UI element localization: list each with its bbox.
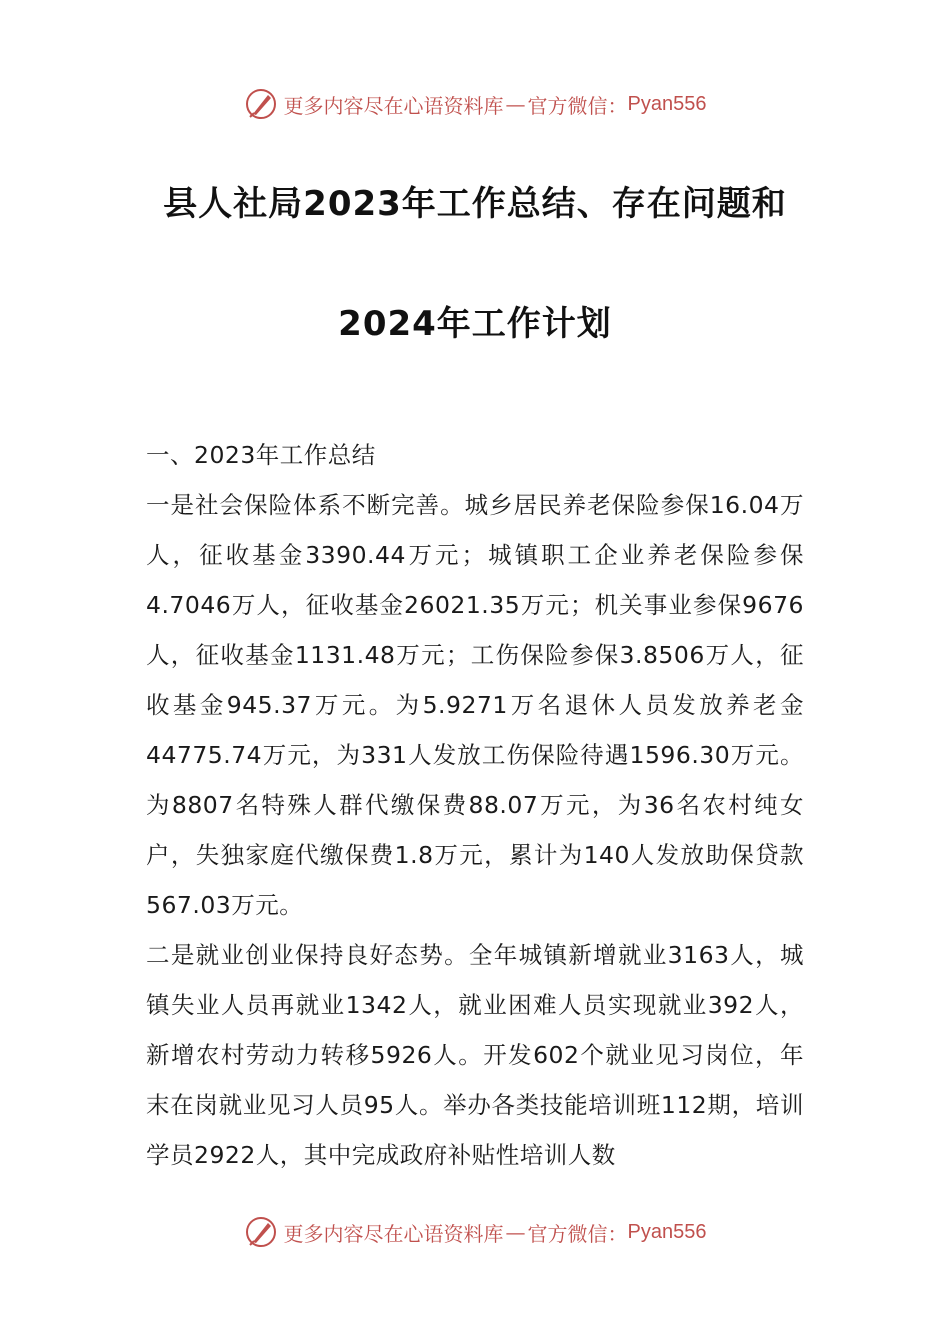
watermark-text: 更多内容尽在心语资料库	[283, 93, 504, 118]
watermark-label: 官方微信：	[527, 93, 628, 118]
watermark-separator: —	[505, 92, 526, 116]
document-body	[146, 430, 804, 1180]
paragraph: 一是社会保险体系不断完善。城乡居民养老保险参保16.04万人，征收基金3390.44万元；城镇职工企业养老保险参保4.7046万人，征收基金26021.35万元；机关事业参保9676人，征收基金1131.48万元；工伤保险参保3.8506万人，征收基金945.37万元。为5.9271万名退休人员发放养老金44775.74万元，为331人发放工伤保险待遇1596.30万元。为8807名特殊人群代缴保费88.07万元，为36名农村纯女户，失独家庭代缴保费1.8万元，累计为140人发放助保贷款567.03万元。	[146, 491, 804, 919]
document-title-line2: 2024年工作计划	[338, 304, 612, 344]
watermark-text: 更多内容尽在心语资料库	[283, 1221, 504, 1246]
footer-watermark	[0, 1212, 950, 1252]
quill-logo-icon	[244, 1215, 278, 1249]
watermark-label: 官方微信：	[527, 1221, 628, 1246]
header-watermark	[0, 84, 950, 124]
watermark-handle: Pyan556	[627, 92, 707, 115]
document-title-line1: 县人社局2023年工作总结、存在问题和	[163, 184, 787, 224]
watermark-handle: Pyan556	[627, 1220, 707, 1243]
quill-logo-icon	[244, 87, 278, 121]
section-heading: 一、2023年工作总结	[146, 441, 376, 469]
watermark-separator: —	[505, 1220, 526, 1244]
paragraph: 二是就业创业保持良好态势。全年城镇新增就业3163人，城镇失业人员再就业1342人，就业困难人员实现就业392人，新增农村劳动力转移5926人。开发602个就业见习岗位，年末在岗就业见习人员95人。举办各类技能培训班112期，培训学员2922人，其中完成政府补贴性培训人数	[146, 941, 804, 1169]
